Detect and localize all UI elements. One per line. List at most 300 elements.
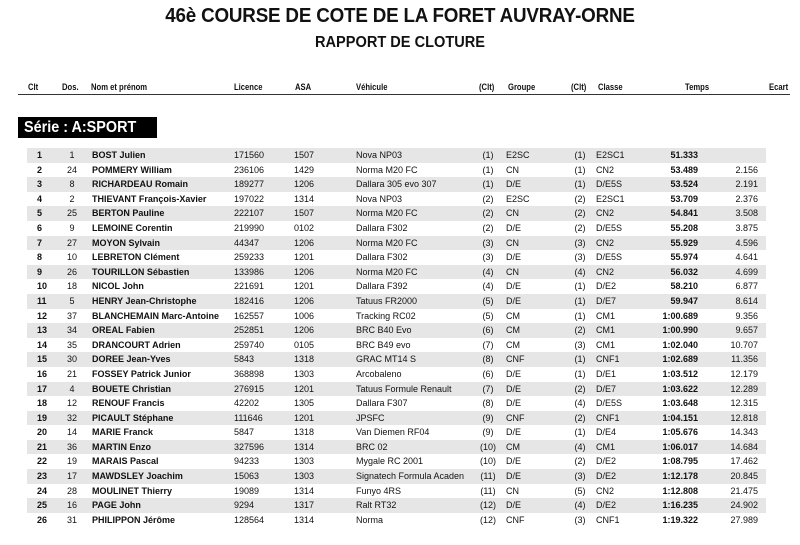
cell-clt-classe: (3)	[574, 237, 586, 248]
cell-classe: D/E5S	[596, 398, 623, 409]
cell-asa: 1314	[294, 514, 315, 525]
cell-licence: 252851	[234, 325, 265, 336]
cell-clt-classe: (2)	[574, 412, 586, 423]
table-row	[27, 206, 766, 221]
cell-licence: 128564	[234, 514, 265, 525]
table-row	[27, 265, 766, 280]
cell-clt: 10	[37, 281, 48, 292]
cell-licence: 327596	[234, 441, 265, 452]
cell-classe: CM1	[596, 441, 616, 452]
cell-nom: LEMOINE Corentin	[92, 222, 173, 233]
cell-groupe: D/E	[506, 427, 522, 438]
cell-temps: 51.333	[670, 150, 698, 160]
table-row	[27, 411, 766, 426]
cell-groupe: D/E	[506, 368, 522, 379]
table-row	[27, 513, 766, 528]
cell-clt: 18	[37, 398, 48, 409]
cell-clt: 24	[37, 485, 48, 496]
cell-clt-groupe: (1)	[482, 164, 494, 175]
cell-vehicule: Van Diemen RF04	[356, 427, 430, 438]
results-table	[27, 148, 766, 527]
cell-temps: 1:00.689	[662, 310, 698, 321]
cell-clt-groupe: (5)	[482, 295, 494, 306]
cell-clt-groupe: (2)	[482, 208, 494, 219]
cell-ecart: 8.614	[735, 295, 758, 306]
cell-dos: 14	[66, 427, 77, 438]
cell-ecart: 24.902	[730, 500, 758, 511]
cell-clt-groupe: (6)	[482, 368, 494, 379]
cell-clt-classe: (4)	[574, 398, 586, 409]
cell-asa: 1303	[294, 368, 315, 379]
cell-ecart: 3.508	[735, 208, 758, 219]
cell-classe: CM1	[596, 325, 616, 336]
cell-licence: 111646	[234, 412, 263, 423]
cell-asa: 1006	[294, 310, 315, 321]
cell-groupe: CN	[506, 164, 519, 175]
cell-licence: 44347	[234, 237, 260, 248]
cell-classe: CM1	[596, 310, 616, 321]
cell-clt-classe: (3)	[574, 252, 586, 263]
cell-clt-classe: (3)	[574, 339, 586, 350]
cell-ecart: 20.845	[730, 471, 758, 482]
cell-ecart: 2.376	[735, 193, 758, 204]
cell-nom: THIEVANT François-Xavier	[92, 193, 207, 204]
cell-classe: D/E2	[596, 456, 617, 467]
cell-classe: D/E1	[596, 368, 617, 379]
cell-classe: D/E2	[596, 500, 617, 511]
cell-asa: 1206	[294, 295, 315, 306]
cell-classe: D/E2	[596, 281, 617, 292]
cell-licence: 133986	[234, 266, 265, 277]
cell-classe: CM1	[596, 339, 616, 350]
cell-vehicule: Arcobaleno	[356, 368, 402, 379]
cell-ecart: 10.707	[730, 339, 758, 350]
cell-clt: 22	[37, 456, 48, 467]
cell-nom: MARIE Franck	[92, 427, 154, 438]
cell-classe: CN2	[596, 485, 615, 496]
cell-asa: 1201	[294, 252, 315, 263]
cell-licence: 15063	[234, 471, 260, 482]
col-header-groupe: Groupe	[508, 82, 536, 92]
cell-temps: 54.841	[670, 208, 698, 219]
cell-dos: 19	[66, 456, 77, 467]
cell-groupe: D/E	[506, 471, 522, 482]
cell-asa: 1317	[294, 500, 315, 511]
cell-nom: LEBRETON Clément	[92, 252, 180, 263]
cell-nom: PHILIPPON Jérôme	[92, 514, 176, 525]
cell-asa: 1201	[294, 412, 315, 423]
cell-classe: E2SC1	[596, 150, 625, 160]
cell-vehicule: Norma M20 FC	[356, 266, 418, 277]
cell-temps: 53.524	[670, 179, 698, 190]
cell-dos: 16	[66, 500, 77, 511]
cell-ecart: 12.818	[730, 412, 758, 423]
serie-label-text: Série : A:SPORT	[24, 119, 137, 136]
cell-clt: 7	[37, 237, 43, 248]
cell-clt-classe: (5)	[574, 485, 586, 496]
cell-dos: 21	[66, 368, 77, 379]
cell-dos: 1	[69, 150, 75, 160]
report-title: 46è COURSE DE COTE DE LA FORET AUVRAY-ORNE	[165, 5, 635, 27]
cell-clt-classe: (1)	[574, 368, 586, 379]
table-row	[27, 221, 766, 236]
cell-nom: PAGE John	[92, 500, 141, 511]
cell-clt-classe: (2)	[574, 208, 586, 219]
cell-dos: 35	[66, 339, 77, 350]
cell-clt-groupe: (11)	[480, 485, 496, 496]
cell-nom: MOULINET Thierry	[92, 485, 173, 496]
cell-asa: 1429	[294, 164, 315, 175]
cell-temps: 56.032	[670, 266, 698, 277]
cell-asa: 1206	[294, 179, 315, 190]
cell-classe: D/E5S	[596, 252, 623, 263]
cell-groupe: D/E	[506, 281, 522, 292]
cell-licence: 259233	[234, 252, 265, 263]
cell-clt-classe: (4)	[574, 441, 586, 452]
cell-nom: MAWDSLEY Joachim	[92, 471, 183, 482]
cell-clt-groupe: (10)	[479, 441, 496, 452]
cell-nom: BLANCHEMAIN Marc-Antoine	[92, 310, 219, 321]
cell-clt-groupe: (3)	[482, 252, 494, 263]
cell-nom: RENOUF Francis	[92, 398, 165, 409]
table-row	[27, 382, 766, 397]
cell-clt: 4	[37, 193, 43, 204]
cell-temps: 1:03.648	[662, 398, 698, 409]
col-header-clt-groupe: (Clt)	[479, 82, 495, 92]
cell-temps: 1:02.040	[662, 339, 698, 350]
cell-clt-classe: (1)	[574, 427, 586, 438]
cell-clt-groupe: (1)	[482, 179, 494, 190]
table-row	[27, 294, 766, 309]
cell-vehicule: Dallara F302	[356, 252, 408, 263]
cell-ecart: 4.699	[735, 266, 758, 277]
cell-dos: 9	[69, 222, 75, 233]
cell-asa: 1318	[294, 427, 315, 438]
cell-clt-groupe: (1)	[482, 150, 494, 160]
cell-temps: 1:08.795	[662, 456, 698, 467]
cell-groupe: CM	[506, 325, 520, 336]
cell-licence: 182416	[234, 295, 265, 306]
cell-vehicule: Nova NP03	[356, 193, 403, 204]
cell-vehicule: Tracking RC02	[356, 310, 416, 321]
cell-clt-groupe: (4)	[482, 266, 494, 277]
cell-temps: 55.208	[670, 222, 698, 233]
cell-temps: 53.489	[670, 164, 698, 175]
cell-asa: 1507	[294, 150, 315, 160]
cell-temps: 1:06.017	[662, 441, 698, 452]
cell-dos: 25	[66, 208, 77, 219]
cell-vehicule: BRC B40 Evo	[356, 325, 412, 336]
cell-temps: 1:03.512	[662, 368, 698, 379]
report-subtitle: RAPPORT DE CLOTURE	[315, 34, 485, 51]
cell-ecart: 4.641	[735, 252, 758, 263]
cell-clt-groupe: (9)	[482, 412, 494, 423]
cell-nom: NICOL John	[92, 281, 144, 292]
cell-licence: 94233	[234, 456, 260, 467]
table-row	[27, 454, 766, 469]
cell-ecart: 3.875	[735, 222, 758, 233]
cell-licence: 5843	[234, 354, 255, 365]
cell-ecart: 27.989	[730, 514, 758, 525]
cell-vehicule: Mygale RC 2001	[356, 456, 424, 467]
table-row	[27, 425, 766, 440]
cell-nom: POMMERY William	[92, 164, 172, 175]
cell-clt-groupe: (6)	[482, 325, 494, 336]
cell-ecart: 9.657	[735, 325, 758, 336]
cell-temps: 59.947	[670, 295, 698, 306]
cell-vehicule: Dallara F392	[356, 281, 408, 292]
cell-asa: 1206	[294, 237, 315, 248]
cell-groupe: E2SC	[506, 150, 530, 160]
table-row	[27, 440, 766, 455]
cell-classe: D/E7	[596, 383, 617, 394]
col-header-asa: ASA	[295, 82, 312, 92]
cell-nom: RICHARDEAU Romain	[92, 179, 189, 190]
cell-ecart: 2.156	[735, 164, 758, 175]
cell-dos: 8	[69, 179, 75, 190]
cell-licence: 171560	[234, 150, 265, 160]
cell-licence: 197022	[234, 193, 265, 204]
cell-dos: 5	[69, 295, 75, 306]
cell-ecart: 11.356	[731, 354, 758, 365]
cell-asa: 1303	[294, 456, 315, 467]
cell-clt-groupe: (4)	[482, 281, 494, 292]
table-row	[27, 323, 766, 338]
cell-clt: 3	[37, 179, 43, 190]
cell-dos: 30	[66, 354, 77, 365]
cell-ecart: 9.356	[735, 310, 758, 321]
table-row	[27, 498, 766, 513]
table-row	[27, 148, 766, 163]
cell-vehicule: Dallara 305 evo 307	[356, 179, 437, 190]
cell-vehicule: Tatuus FR2000	[356, 295, 418, 306]
cell-vehicule: Dallara F302	[356, 222, 408, 233]
cell-asa: 1201	[294, 383, 315, 394]
cell-vehicule: Norma M20 FC	[356, 237, 418, 248]
cell-classe: D/E5S	[596, 179, 623, 190]
cell-licence: 19089	[234, 485, 260, 496]
cell-ecart: 17.462	[730, 456, 758, 467]
cell-asa: 0105	[294, 339, 315, 350]
cell-clt: 23	[37, 471, 48, 482]
cell-clt: 8	[37, 252, 43, 263]
cell-dos: 34	[66, 325, 77, 336]
cell-clt-groupe: (12)	[479, 500, 496, 511]
cell-licence: 368898	[234, 368, 265, 379]
cell-vehicule: Norma M20 FC	[356, 164, 418, 175]
cell-clt-classe: (3)	[574, 471, 586, 482]
cell-clt-classe: (2)	[574, 456, 586, 467]
cell-dos: 27	[66, 237, 77, 248]
cell-vehicule: BRC B49 evo	[356, 339, 411, 350]
cell-asa: 1314	[294, 485, 315, 496]
cell-vehicule: BRC 02	[356, 441, 388, 452]
cell-groupe: CN	[506, 208, 519, 219]
cell-nom: FOSSEY Patrick Junior	[92, 368, 191, 379]
table-row	[27, 250, 766, 265]
cell-temps: 1:03.622	[662, 383, 698, 394]
cell-clt-groupe: (11)	[480, 471, 496, 482]
cell-clt-classe: (1)	[574, 354, 586, 365]
cell-clt-groupe: (9)	[482, 427, 494, 438]
cell-asa: 1314	[294, 441, 315, 452]
cell-classe: D/E2	[596, 471, 617, 482]
table-row	[27, 338, 766, 353]
cell-temps: 55.929	[670, 237, 698, 248]
table-row	[27, 309, 766, 324]
cell-asa: 1206	[294, 325, 315, 336]
cell-groupe: CNF	[506, 412, 525, 423]
cell-clt: 20	[37, 427, 48, 438]
col-header-licence: Licence	[234, 82, 263, 92]
cell-ecart: 14.343	[730, 427, 758, 438]
cell-ecart: 12.179	[730, 368, 758, 379]
cell-temps: 1:12.178	[662, 471, 698, 482]
cell-asa: 1318	[294, 354, 315, 365]
cell-clt: 15	[37, 354, 48, 365]
cell-clt: 9	[37, 266, 43, 277]
cell-groupe: D/E	[506, 383, 522, 394]
table-row	[27, 367, 766, 382]
cell-dos: 36	[66, 441, 77, 452]
cell-vehicule: Signatech Formula Acaden	[356, 471, 465, 482]
cell-clt: 13	[37, 325, 48, 336]
cell-clt-groupe: (2)	[482, 193, 494, 204]
cell-groupe: CN	[506, 237, 519, 248]
cell-asa: 1314	[294, 193, 315, 204]
cell-licence: 189277	[234, 179, 265, 190]
cell-vehicule: Norma	[356, 514, 384, 525]
cell-licence: 222107	[234, 208, 265, 219]
cell-clt-classe: (1)	[574, 310, 586, 321]
cell-licence: 5847	[234, 427, 255, 438]
cell-clt-classe: (3)	[574, 514, 586, 525]
cell-vehicule: Funyo 4RS	[356, 485, 402, 496]
cell-ecart: 21.475	[730, 485, 758, 496]
cell-clt-classe: (1)	[574, 150, 586, 160]
cell-dos: 37	[66, 310, 77, 321]
cell-groupe: CN	[506, 266, 519, 277]
cell-nom: DOREE Jean-Yves	[92, 354, 171, 365]
cell-groupe: D/E	[506, 398, 522, 409]
cell-dos: 28	[66, 485, 77, 496]
col-header-classe: Classe	[598, 82, 623, 92]
cell-clt-groupe: (8)	[482, 398, 494, 409]
cell-classe: CN2	[596, 164, 615, 175]
cell-ecart: 6.877	[735, 281, 758, 292]
cell-classe: CNF1	[596, 412, 620, 423]
cell-clt-classe: (1)	[574, 281, 586, 292]
col-header-dos: Dos.	[62, 82, 79, 92]
cell-clt-groupe: (2)	[482, 222, 494, 233]
cell-temps: 1:05.676	[662, 427, 698, 438]
cell-asa: 0102	[294, 222, 315, 233]
table-row	[27, 192, 766, 207]
cell-vehicule: GRAC MT14 S	[356, 354, 417, 365]
cell-classe: CN2	[596, 266, 615, 277]
cell-nom: MARTIN Enzo	[92, 441, 151, 452]
table-row	[27, 484, 766, 499]
cell-clt-groupe: (10)	[479, 456, 496, 467]
cell-groupe: E2SC	[506, 193, 530, 204]
cell-clt-classe: (4)	[574, 500, 586, 511]
cell-dos: 24	[66, 164, 77, 175]
cell-clt: 5	[37, 208, 43, 219]
cell-vehicule: Nova NP03	[356, 150, 403, 160]
column-header-row	[18, 80, 790, 94]
cell-licence: 42202	[234, 398, 260, 409]
cell-asa: 1303	[294, 471, 315, 482]
cell-temps: 1:04.151	[662, 412, 698, 423]
cell-classe: CN2	[596, 208, 615, 219]
cell-dos: 2	[69, 193, 75, 204]
cell-groupe: CNF	[506, 354, 525, 365]
cell-clt-classe: (1)	[574, 295, 586, 306]
cell-temps: 55.974	[670, 252, 698, 263]
col-header-clt: Clt	[28, 82, 39, 92]
cell-licence: 162557	[234, 310, 265, 321]
col-header-temps: Temps	[685, 82, 710, 92]
col-header-clt-classe: (Clt)	[571, 82, 587, 92]
cell-nom: TOURILLON Sébastien	[92, 266, 190, 277]
cell-clt-classe: (2)	[574, 325, 586, 336]
cell-dos: 26	[66, 266, 77, 277]
cell-nom: BOUETE Christian	[92, 383, 172, 394]
cell-clt-classe: (2)	[574, 193, 586, 204]
cell-dos: 18	[66, 281, 77, 292]
cell-dos: 17	[66, 471, 77, 482]
cell-clt-groupe: (12)	[479, 514, 496, 525]
table-row	[27, 396, 766, 411]
cell-classe: E2SC1	[596, 193, 625, 204]
cell-clt-classe: (2)	[574, 383, 586, 394]
cell-licence: 221691	[234, 281, 265, 292]
cell-clt-groupe: (8)	[482, 354, 494, 365]
cell-licence: 259740	[234, 339, 265, 350]
table-row	[27, 163, 766, 178]
cell-temps: 1:00.990	[662, 325, 698, 336]
cell-classe: CN2	[596, 237, 615, 248]
cell-clt-groupe: (7)	[482, 383, 494, 394]
cell-vehicule: Norma M20 FC	[356, 208, 418, 219]
cell-groupe: D/E	[506, 456, 522, 467]
cell-ecart: 2.191	[735, 179, 758, 190]
header-divider	[18, 94, 790, 95]
cell-asa: 1201	[294, 281, 315, 292]
cell-temps: 1:16.235	[662, 500, 698, 511]
cell-clt: 2	[37, 164, 43, 175]
table-row	[27, 177, 766, 192]
col-header-ecart: Ecart	[769, 82, 789, 92]
cell-clt-groupe: (7)	[482, 339, 494, 350]
table-row	[27, 236, 766, 251]
cell-clt-groupe: (5)	[482, 310, 494, 321]
cell-clt: 14	[37, 339, 48, 350]
table-row	[27, 469, 766, 484]
cell-clt: 21	[37, 441, 48, 452]
cell-clt-groupe: (3)	[482, 237, 494, 248]
cell-groupe: CN	[506, 485, 519, 496]
cell-nom: OREAL Fabien	[92, 325, 155, 336]
cell-vehicule: Ralt RT32	[356, 500, 397, 511]
cell-clt: 11	[37, 295, 47, 306]
cell-vehicule: JPSFC	[356, 412, 385, 423]
cell-nom: MARAIS Pascal	[92, 456, 159, 467]
cell-licence: 276915	[234, 383, 265, 394]
cell-classe: D/E5S	[596, 222, 623, 233]
cell-nom: BERTON Pauline	[92, 208, 165, 219]
cell-temps: 53.709	[670, 193, 698, 204]
